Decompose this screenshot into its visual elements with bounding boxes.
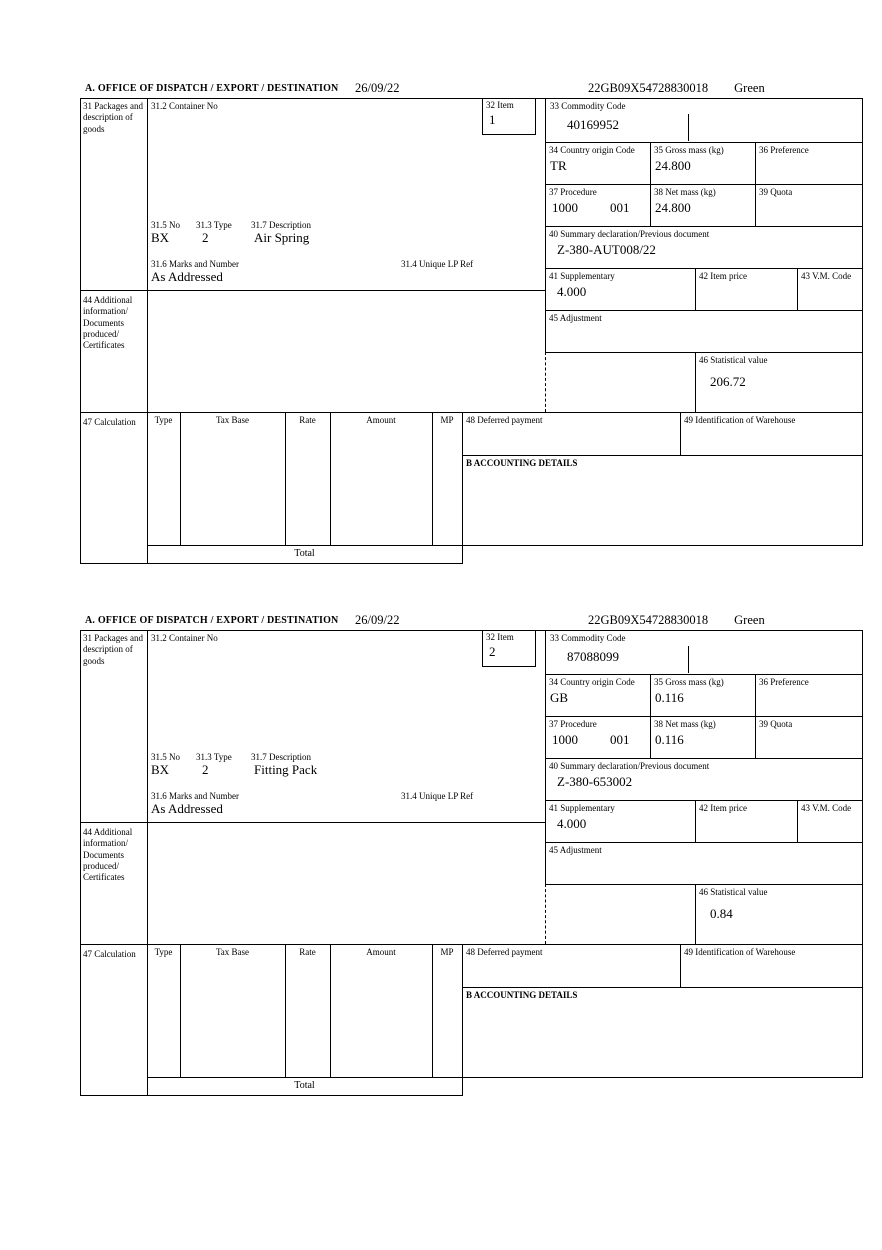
- declaration-date: 26/09/22: [355, 613, 400, 627]
- marks-value: As Addressed: [151, 801, 223, 816]
- col-tax-base-header: Tax Base: [215, 947, 250, 957]
- box49-label: 49 Identification of Warehouse: [684, 947, 796, 957]
- box42-label: 42 Item price: [699, 803, 747, 813]
- office-of-dispatch-heading: A. OFFICE OF DISPATCH / EXPORT / DESTINATION: [85, 615, 339, 626]
- box31-4-label: 31.4 Unique LP Ref: [401, 259, 474, 269]
- grid-line: [462, 987, 863, 988]
- box31-7-label: 31.7 Description: [251, 752, 311, 762]
- procedure-ext-value: 001: [610, 200, 630, 215]
- grid-line: [80, 630, 81, 1096]
- block-header: [80, 80, 863, 98]
- grid-line: [545, 184, 863, 185]
- box37-label: 37 Procedure: [549, 187, 597, 197]
- grid-line: [285, 412, 286, 545]
- mrn-number: 22GB09X54728830018: [588, 613, 709, 627]
- grid-line: [695, 268, 696, 310]
- goods-description-value: Air Spring: [254, 230, 310, 245]
- col-amount-header: Amount: [366, 415, 396, 425]
- packages-type-value: 2: [202, 762, 209, 777]
- grid-line: [695, 800, 696, 842]
- grid-line: [80, 290, 546, 291]
- previous-document-value: Z-380-AUT008/22: [557, 242, 656, 257]
- box46-label: 46 Statistical value: [699, 887, 768, 897]
- box35-label: 35 Gross mass (kg): [654, 145, 724, 155]
- grid-line: [680, 944, 681, 987]
- goods-description-value: Fitting Pack: [254, 762, 318, 777]
- grid-line: [147, 1077, 863, 1078]
- box45-label: 45 Adjustment: [549, 845, 602, 855]
- packages-no-value: BX: [151, 762, 170, 777]
- col-rate-header: Rate: [299, 415, 316, 425]
- box40-label: 40 Summary declaration/Previous document: [549, 761, 710, 771]
- box39-label: 39 Quota: [759, 187, 793, 197]
- statistical-value: 206.72: [710, 374, 746, 389]
- item-number-box: [482, 630, 536, 667]
- country-origin-value: GB: [550, 690, 569, 705]
- sad-form-grid: [80, 98, 863, 564]
- box33-label: 33 Commodity Code: [550, 633, 626, 643]
- grid-line: [545, 800, 863, 801]
- grid-line: [862, 630, 863, 1077]
- item-number-value: 2: [489, 644, 496, 659]
- supplementary-value: 4.000: [557, 284, 587, 299]
- grid-line: [462, 944, 463, 1096]
- box31-2-label: 31.2 Container No: [151, 101, 218, 111]
- declaration-date: 26/09/22: [355, 81, 400, 95]
- grid-line: [147, 545, 863, 546]
- grid-line-dashed: [545, 884, 546, 944]
- col-mp-header: MP: [440, 415, 454, 425]
- procedure-value: 1000: [552, 200, 578, 215]
- box36-label: 36 Preference: [759, 145, 809, 155]
- declaration-item-block: [80, 612, 863, 1096]
- box31-5-label: 31.5 No: [151, 752, 180, 762]
- commodity-code-value: 87088099: [567, 649, 619, 664]
- box48-label: 48 Deferred payment: [466, 947, 543, 957]
- grid-line: [80, 98, 863, 99]
- grid-line: [330, 412, 331, 545]
- grid-line: [147, 630, 148, 1096]
- grid-line: [545, 98, 546, 352]
- box46-label: 46 Statistical value: [699, 355, 768, 365]
- grid-line: [545, 142, 863, 143]
- item-number-value: 1: [489, 112, 496, 127]
- box38-label: 38 Net mass (kg): [654, 187, 716, 197]
- box31-3-label: 31.3 Type: [196, 220, 232, 230]
- block-header: [80, 612, 863, 630]
- country-origin-value: TR: [550, 158, 567, 173]
- net-mass-value: 24.800: [655, 200, 691, 215]
- box33-label: 33 Commodity Code: [550, 101, 626, 111]
- grid-line: [545, 842, 863, 843]
- grid-line: [285, 944, 286, 1077]
- grid-line: [462, 412, 463, 564]
- packages-type-value: 2: [202, 230, 209, 245]
- box41-label: 41 Supplementary: [549, 271, 615, 281]
- box31-label: 31 Packages and description of goods: [83, 633, 143, 666]
- routing-status: Green: [734, 81, 765, 95]
- grid-line: [80, 98, 81, 564]
- grid-line: [545, 352, 863, 353]
- grid-line: [80, 1095, 463, 1096]
- box39-label: 39 Quota: [759, 719, 793, 729]
- commodity-code-tick: [688, 114, 689, 141]
- grid-line: [545, 310, 863, 311]
- box47-label: 47 Calculation: [83, 417, 136, 427]
- box32-label: 32 Item: [486, 632, 514, 642]
- accounting-details-label: B ACCOUNTING DETAILS: [466, 458, 578, 468]
- grid-line: [432, 944, 433, 1077]
- grid-line: [80, 630, 863, 631]
- marks-value: As Addressed: [151, 269, 223, 284]
- supplementary-value: 4.000: [557, 816, 587, 831]
- box32-label: 32 Item: [486, 100, 514, 110]
- grid-line: [797, 268, 798, 310]
- packages-no-value: BX: [151, 230, 170, 245]
- box48-label: 48 Deferred payment: [466, 415, 543, 425]
- total-label: Total: [294, 1080, 315, 1091]
- grid-line: [545, 884, 863, 885]
- mrn-number: 22GB09X54728830018: [588, 81, 709, 95]
- col-type-header: Type: [154, 947, 173, 957]
- box31-5-label: 31.5 No: [151, 220, 180, 230]
- col-rate-header: Rate: [299, 947, 316, 957]
- box44-label: 44 Additional information/ Documents produced/ Certificates: [83, 295, 133, 350]
- sad-form-grid: [80, 630, 863, 1096]
- col-type-header: Type: [154, 415, 173, 425]
- box35-label: 35 Gross mass (kg): [654, 677, 724, 687]
- office-of-dispatch-heading: A. OFFICE OF DISPATCH / EXPORT / DESTINATION: [85, 83, 339, 94]
- box36-label: 36 Preference: [759, 677, 809, 687]
- box40-label: 40 Summary declaration/Previous document: [549, 229, 710, 239]
- box34-label: 34 Country origin Code: [549, 145, 635, 155]
- box44-label: 44 Additional information/ Documents produced/ Certificates: [83, 827, 133, 882]
- grid-line: [680, 412, 681, 455]
- commodity-code-tick: [688, 646, 689, 673]
- col-mp-header: MP: [440, 947, 454, 957]
- box31-6-label: 31.6 Marks and Number: [151, 791, 239, 801]
- grid-line: [545, 758, 863, 759]
- box43-label: 43 V.M. Code: [801, 271, 852, 281]
- box43-label: 43 V.M. Code: [801, 803, 852, 813]
- total-label: Total: [294, 548, 315, 559]
- box38-label: 38 Net mass (kg): [654, 719, 716, 729]
- grid-line: [545, 630, 546, 884]
- grid-line: [80, 412, 863, 413]
- box49-label: 49 Identification of Warehouse: [684, 415, 796, 425]
- grid-line: [797, 800, 798, 842]
- grid-line: [330, 944, 331, 1077]
- grid-line: [180, 944, 181, 1077]
- procedure-ext-value: 001: [610, 732, 630, 747]
- grid-line: [462, 455, 863, 456]
- gross-mass-value: 0.116: [655, 690, 684, 705]
- previous-document-value: Z-380-653002: [557, 774, 633, 789]
- commodity-code-value: 40169952: [567, 117, 619, 132]
- grid-line: [432, 412, 433, 545]
- col-tax-base-header: Tax Base: [215, 415, 250, 425]
- grid-line: [80, 944, 863, 945]
- accounting-details-label: B ACCOUNTING DETAILS: [466, 990, 578, 1000]
- grid-line: [545, 716, 863, 717]
- box34-label: 34 Country origin Code: [549, 677, 635, 687]
- box45-label: 45 Adjustment: [549, 313, 602, 323]
- net-mass-value: 0.116: [655, 732, 684, 747]
- box31-7-label: 31.7 Description: [251, 220, 311, 230]
- grid-line: [862, 98, 863, 545]
- grid-line: [695, 884, 696, 944]
- box31-3-label: 31.3 Type: [196, 752, 232, 762]
- statistical-value: 0.84: [710, 906, 733, 921]
- declaration-reference: [588, 613, 765, 628]
- grid-line: [147, 98, 148, 564]
- box42-label: 42 Item price: [699, 271, 747, 281]
- grid-line: [80, 563, 463, 564]
- box47-label: 47 Calculation: [83, 949, 136, 959]
- grid-line: [80, 822, 546, 823]
- box31-label: 31 Packages and description of goods: [83, 101, 143, 134]
- declaration-item-block: [80, 80, 863, 564]
- routing-status: Green: [734, 613, 765, 627]
- box31-2-label: 31.2 Container No: [151, 633, 218, 643]
- grid-line: [545, 226, 863, 227]
- grid-line: [695, 352, 696, 412]
- item-number-box: [482, 98, 536, 135]
- grid-line: [545, 268, 863, 269]
- grid-line: [545, 674, 863, 675]
- grid-line: [180, 412, 181, 545]
- box41-label: 41 Supplementary: [549, 803, 615, 813]
- box31-4-label: 31.4 Unique LP Ref: [401, 791, 474, 801]
- gross-mass-value: 24.800: [655, 158, 691, 173]
- box31-6-label: 31.6 Marks and Number: [151, 259, 239, 269]
- grid-line-dashed: [545, 352, 546, 412]
- declaration-reference: [588, 81, 765, 96]
- procedure-value: 1000: [552, 732, 578, 747]
- col-amount-header: Amount: [366, 947, 396, 957]
- box37-label: 37 Procedure: [549, 719, 597, 729]
